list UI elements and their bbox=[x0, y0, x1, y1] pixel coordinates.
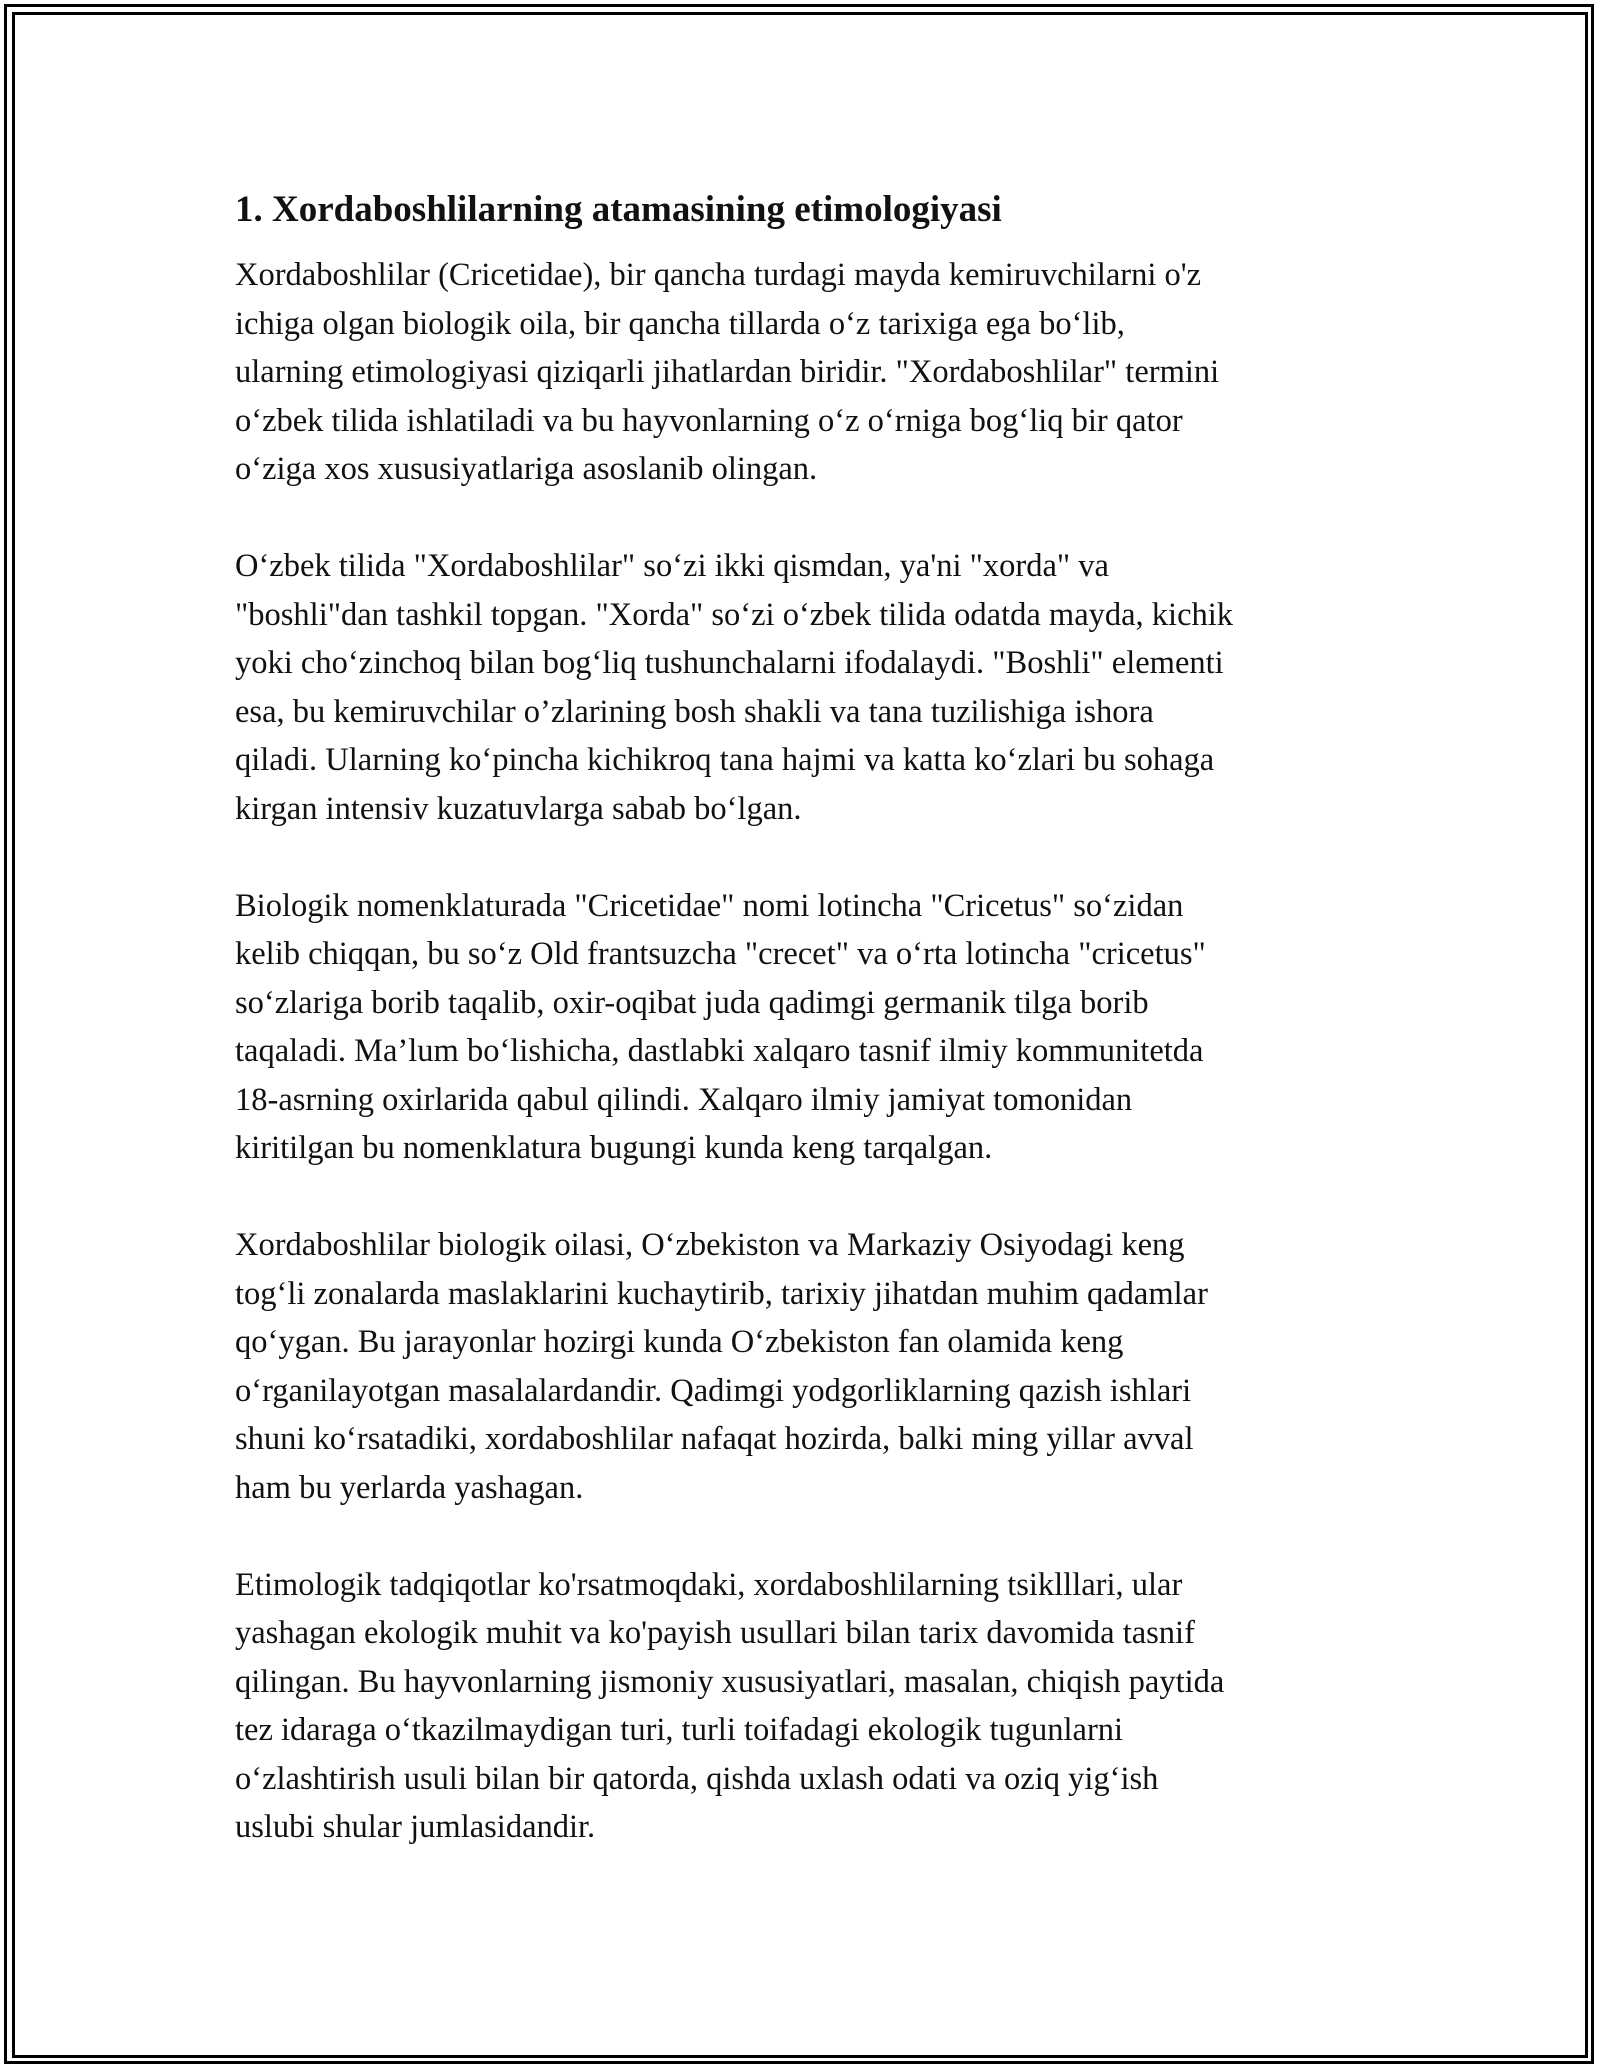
text-line: O‘zbek tilida "Xordaboshlilar" so‘zi ikki qismdan, ya'ni "xorda" va bbox=[235, 548, 1109, 584]
text-line: ularning etimologiyasi qiziqarli jihatlardan biridir. "Xordaboshlilar" termini bbox=[235, 354, 1220, 390]
section-heading: 1. Xordaboshlilarning atamasining etimologiyasi bbox=[235, 189, 1002, 230]
text-line: qilingan. Bu hayvonlarning jismoniy xususiyatlari, masalan, chiqish paytida bbox=[235, 1663, 1225, 1700]
text-line: taqaladi. Ma’lum bo‘lishicha, dastlabki xalqaro tasnif ilmiy kommunitetda bbox=[235, 1033, 1204, 1069]
text-line: 18-asrning oxirlarida qabul qilindi. Xalqaro ilmiy jamiyat tomonidan bbox=[235, 1081, 1133, 1118]
text-line: yashagan ekologik muhit va ko'payish usullari bilan tarix davomida tasnif bbox=[235, 1615, 1195, 1651]
text-line: o‘rganilayotgan masalalardandir. Qadimgi yodgorliklarning qazish ishlari bbox=[235, 1372, 1192, 1409]
text-line: ham bu yerlarda yashagan. bbox=[235, 1469, 584, 1506]
paragraph-3 bbox=[235, 882, 1375, 1173]
paragraph-2 bbox=[235, 542, 1375, 833]
text-line: Etimologik tadqiqotlar ko'rsatmoqdaki, xordaboshlilarning tsiklllari, ular bbox=[235, 1566, 1183, 1603]
document-body bbox=[235, 186, 1375, 1900]
text-line: shuni ko‘rsatadiki, xordaboshlilar nafaqat hozirda, balki ming yillar avval bbox=[235, 1421, 1194, 1457]
text-line: tog‘li zonalarda maslaklarini kuchaytirib, tarixiy jihatdan muhim qadamlar bbox=[235, 1275, 1208, 1312]
text-line: qiladi. Ularning ko‘pincha kichikroq tana hajmi va katta ko‘zlari bu sohaga bbox=[235, 742, 1215, 778]
paragraph-5 bbox=[235, 1561, 1375, 1852]
paragraph-1 bbox=[235, 251, 1375, 494]
text-line: kelib chiqqan, bu so‘z Old frantsuzcha "crecet" va o‘rta lotincha "cricetus" bbox=[235, 936, 1206, 972]
text-line: o‘zbek tilida ishlatiladi va bu hayvonlarning o‘z o‘rniga bog‘liq bir qator bbox=[235, 402, 1183, 439]
text-line: tez idaraga o‘tkazilmaydigan turi, turli toifadagi ekologik tugunlarni bbox=[235, 1712, 1124, 1748]
text-line: kirgan intensiv kuzatuvlarga sabab bo‘lgan. bbox=[235, 790, 802, 827]
text-line: Xordaboshlilar (Cricetidae), bir qancha turdagi mayda kemiruvchilarni o'z bbox=[235, 257, 1202, 293]
text-line: kiritilgan bu nomenklatura bugungi kunda keng tarqalgan. bbox=[235, 1130, 993, 1166]
text-line: o‘ziga xos xususiyatlariga asoslanib olingan. bbox=[235, 451, 818, 487]
text-line: ichiga olgan biologik oila, bir qancha tillarda o‘z tarixiga ega bo‘lib, bbox=[235, 305, 1125, 342]
text-line: o‘zlashtirish usuli bilan bir qatorda, qishda uxlash odati va oziq yig‘ish bbox=[235, 1760, 1159, 1797]
text-line: yoki cho‘zinchoq bilan bog‘liq tushunchalarni ifodalaydi. "Boshli" elementi bbox=[235, 645, 1224, 681]
text-line: qo‘ygan. Bu jarayonlar hozirgi kunda O‘zbekiston fan olamida keng bbox=[235, 1324, 1124, 1360]
text-line: "boshli"dan tashkil topgan. "Xorda" so‘zi o‘zbek tilida odatda mayda, kichik bbox=[235, 596, 1234, 633]
text-line: esa, bu kemiruvchilar o’zlarining bosh shakli va tana tuzilishiga ishora bbox=[235, 693, 1154, 730]
text-line: Xordaboshlilar biologik oilasi, O‘zbekiston va Markaziy Osiyodagi keng bbox=[235, 1227, 1185, 1263]
paragraph-4 bbox=[235, 1221, 1375, 1512]
text-line: Biologik nomenklaturada "Cricetidae" nomi lotincha "Cricetus" so‘zidan bbox=[235, 887, 1184, 924]
text-line: so‘zlariga borib taqalib, oxir-oqibat juda qadimgi germanik tilga borib bbox=[235, 984, 1149, 1021]
text-line: uslubi shular jumlasidandir. bbox=[235, 1809, 596, 1845]
